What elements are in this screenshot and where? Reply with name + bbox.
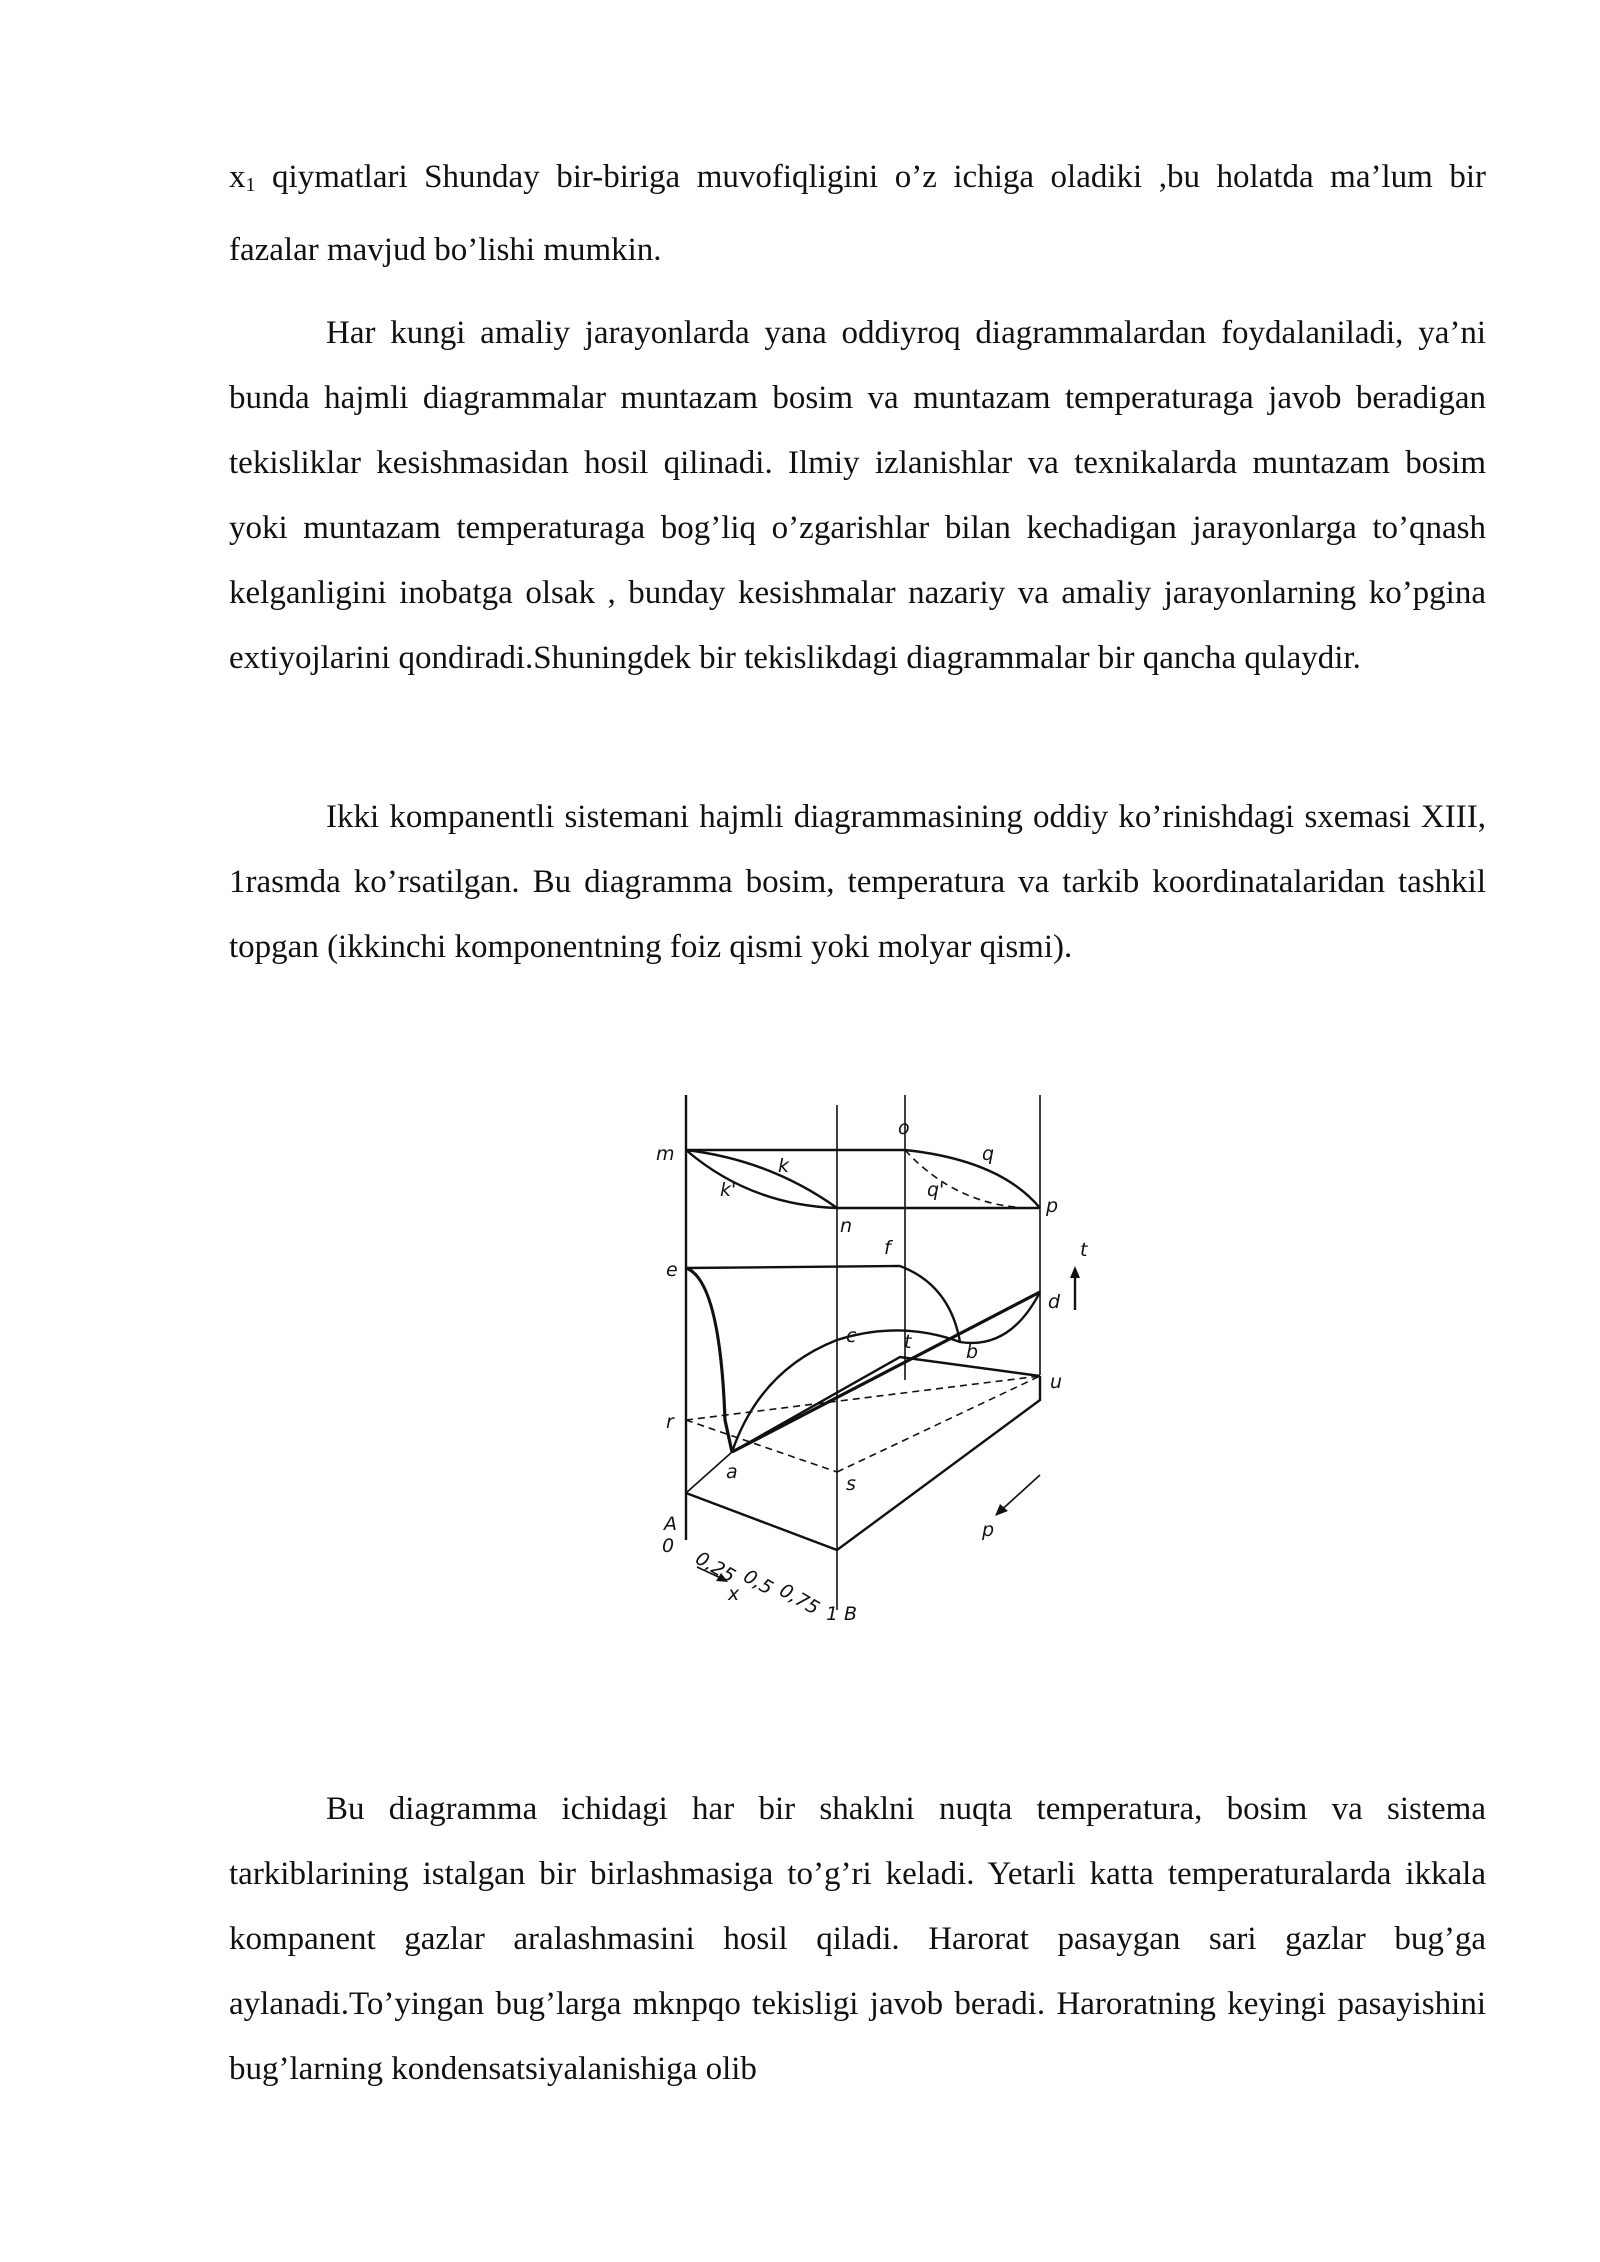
label-p-point: p xyxy=(1046,1195,1059,1217)
tick-0-25: 0,25 xyxy=(691,1547,740,1588)
curve-q xyxy=(905,1150,1040,1208)
label-e: e xyxy=(666,1259,678,1281)
dash-s-u xyxy=(837,1376,1040,1472)
curve-q-prime xyxy=(905,1150,1040,1208)
label-f: f xyxy=(884,1237,891,1259)
label-B: B xyxy=(844,1603,858,1625)
label-b: b xyxy=(966,1341,979,1363)
label-x-axis: x xyxy=(728,1583,740,1605)
line-a-d xyxy=(732,1292,1040,1452)
label-a: a xyxy=(726,1461,738,1483)
phase-diagram-svg xyxy=(600,1080,1120,1640)
curve-k-prime xyxy=(686,1150,837,1208)
label-s: s xyxy=(846,1473,856,1495)
tick-1: 1 xyxy=(826,1603,839,1625)
curve-e-a xyxy=(686,1268,732,1452)
paragraph-2: Har kungi amaliy jarayonlarda yana oddiyroq diagrammalardan foydalaniladi, ya’ni bunda hajmli diagrammalar muntazam bosim va muntazam temperaturaga javob beradigan tekisliklar kesishmasidan hosil qilinadi. Ilmiy izlanishlar va texnikalarda muntazam bosim yoki muntazam temperaturaga bog’liq o’zgarishlar bilan kechadigan jarayonlarga to’qnash kelganligini inobatga olsak , bunday kesishmalar nazariy va amaliy jarayonlarning ko’pgina extiyojlarini qondiradi.Shuningdek bir tekislikdagi diagrammalar bir qancha qulaydir. xyxy=(229,315,1486,676)
curve-k xyxy=(686,1150,837,1208)
label-o: o xyxy=(898,1117,910,1139)
label-t-axis: t xyxy=(1080,1239,1088,1261)
variable-x: x xyxy=(229,159,246,195)
label-t-point: t xyxy=(904,1331,912,1353)
label-A: A xyxy=(664,1513,677,1535)
t-axis-arrowhead xyxy=(1070,1266,1080,1278)
label-q-prime: q' xyxy=(927,1179,945,1201)
paragraph-3: Ikki kompanentli sistemani hajmli diagrammasining oddiy ko’rinishdagi sxemasi XIII, 1rasmda ko’rsatilgan. Bu diagramma bosim, temperatura va tarkib koordinatalaridan tashkil topgan (ikkinchi komponentning foiz qismi yoki molyar qismi). xyxy=(229,799,1486,965)
variable-subscript: 1 xyxy=(245,174,256,196)
label-n: n xyxy=(840,1215,853,1237)
tick-0: 0 xyxy=(662,1535,675,1557)
paragraph-1-text: qiymatlari Shunday bir-biriga muvofiqligini o’z ichiga oladiki ,bu holatda ma’lum bir fazalar mavjud bo’lishi mumkin. xyxy=(229,159,1486,268)
label-q: q xyxy=(982,1143,995,1165)
label-m: m xyxy=(656,1143,675,1165)
label-u: u xyxy=(1050,1371,1063,1393)
paragraph-1 xyxy=(229,145,1486,283)
label-k: k xyxy=(778,1155,790,1177)
tick-0-75: 0,75 xyxy=(775,1579,824,1620)
label-r: r xyxy=(666,1411,674,1433)
tick-0-5: 0,5 xyxy=(739,1565,777,1600)
label-k-prime: k' xyxy=(720,1179,737,1201)
paragraph-4: Bu diagramma ichidagi har bir shaklni nuqta temperatura, bosim va sistema tarkiblarining istalgan bir birlashmasiga to’g’ri keladi. Yetarli katta temperaturalarda ikkala kompanent gazlar aralashmasini hosil qiladi. Harorat pasaygan sari gazlar bug’ga aylanadi.To’yingan bug’larga mknpqo tekisligi javob beradi. Haroratning keyingi pasayishini bug’larning kondensatsiyalanishiga olib xyxy=(229,1791,1486,2087)
line-e-f xyxy=(686,1266,900,1268)
label-c: c xyxy=(846,1325,857,1347)
dash-r-s xyxy=(686,1420,837,1472)
label-p-axis: p xyxy=(982,1519,995,1541)
phase-diagram-figure xyxy=(600,1080,1120,1640)
label-d: d xyxy=(1048,1291,1061,1313)
